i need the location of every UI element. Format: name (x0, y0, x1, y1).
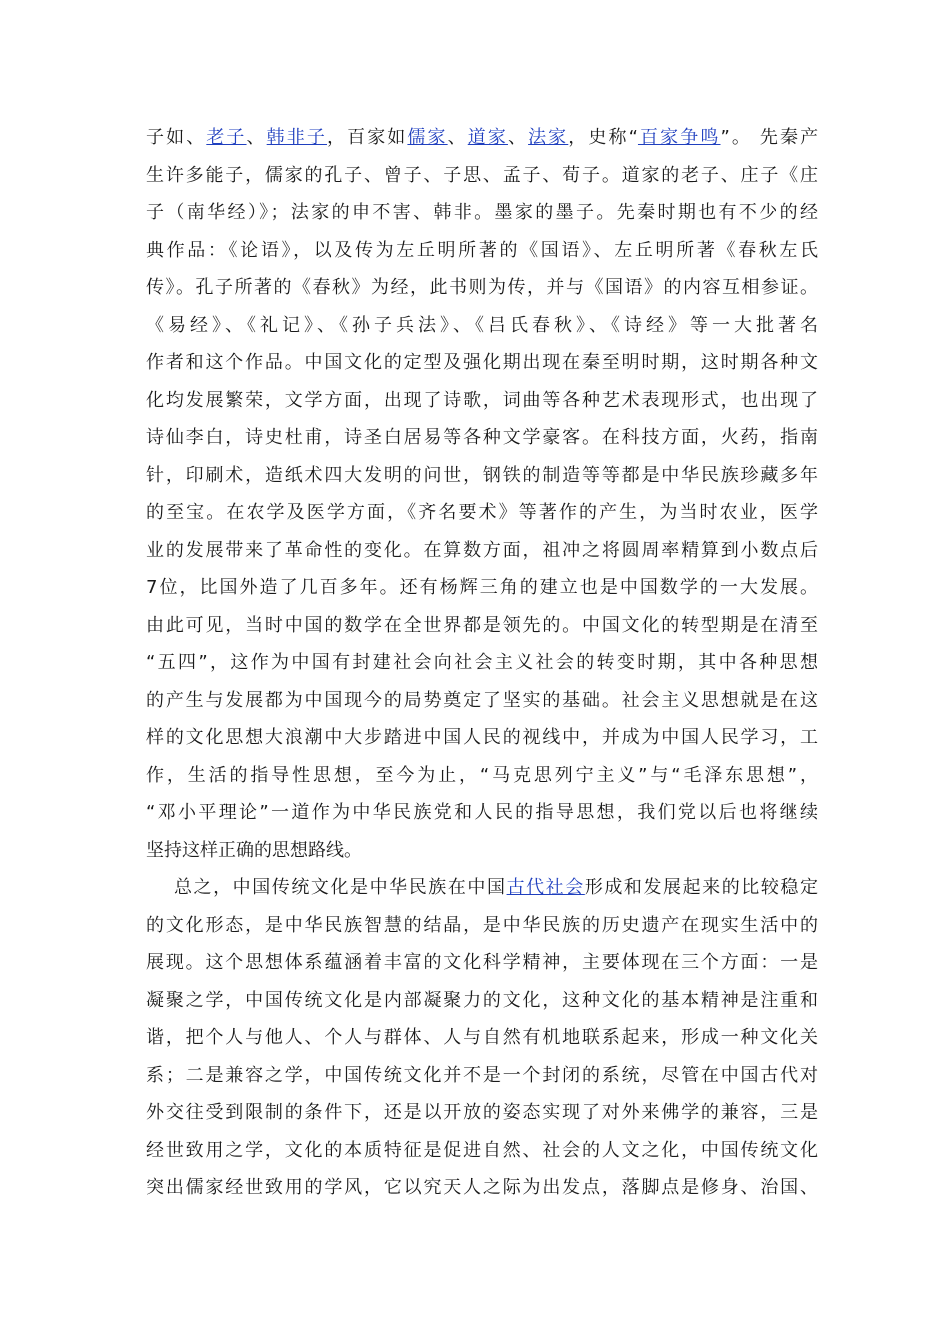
paragraph-2-line: 谐，把个人与他人、个人与群体、人与自然有机地联系起来，形成一种文化关 (146, 1027, 818, 1048)
paragraph-1-line: 的至宝。在农学及医学方面，《齐名要术》等著作的产生，为当时农业，医学 (146, 502, 818, 523)
text-segment: 形成和发展起来的比较稳定 (584, 877, 818, 898)
paragraph-1-line: 子（南华经）》；法家的申不害、韩非。墨家的墨子。先秦时期也有不少的经 (146, 202, 818, 223)
paragraph-2-line: 凝聚之学，中国传统文化是内部凝聚力的文化，这种文化的基本精神是注重和 (146, 989, 818, 1011)
text-segment: 、 (447, 127, 468, 148)
text-segment: 子如、 (146, 127, 207, 148)
paragraph-1-line: 作者和这个作品。中国文化的定型及强化期出现在秦至明时期，这时期各种文 (146, 352, 818, 373)
document-page (146, 119, 818, 1207)
paragraph-1-line: 作，生活的指导性思想，至今为止，“马克思列宁主义”与“毛泽东思想”， (146, 764, 818, 786)
link-gudai-shehui[interactable]: 古代社会 (506, 877, 585, 898)
paragraph-2-line: 经世致用之学，文化的本质特征是促进自然、社会的人文之化，中国传统文化 (146, 1139, 818, 1161)
paragraph-1-line: 样的文化思想大浪潮中大步踏进中国人民的视线中，并成为中国人民学习，工 (146, 727, 818, 748)
paragraph-1-last-line: 坚持这样正确的思想路线。 (146, 839, 362, 861)
paragraph-1-line: 业的发展带来了革命性的变化。在算数方面，祖冲之将圆周率精算到小数点后 (146, 539, 818, 561)
paragraph-1-line: 生许多能子，儒家的孔子、曾子、子思、孟子、荀子。道家的老子、庄子《庄 (146, 164, 818, 186)
paragraph-1-line: 典作品：《论语》，以及传为左丘明所著的《国语》、左丘明所著《春秋左氏 (146, 239, 818, 261)
paragraph-1-line: 的产生与发展都为中国现今的局势奠定了坚实的基础。社会主义思想就是在这 (146, 689, 818, 711)
paragraph-1-line: “五四”，这作为中国有封建社会向社会主义社会的转变时期，其中各种思想 (146, 652, 818, 673)
paragraph-1-line: 诗仙李白，诗史杜甫，诗圣白居易等各种文学豪客。在科技方面，火药，指南 (146, 427, 818, 448)
paragraph-2-line: 展现。这个思想体系蕴涵着丰富的文化科学精神，主要体现在三个方面：一是 (146, 952, 818, 973)
link-laozi[interactable]: 老子 (206, 127, 247, 148)
paragraph-1-line: 化均发展繁荣，文学方面，出现了诗歌，词曲等各种艺术表现形式，也出现了 (146, 389, 818, 411)
paragraph-2-line: 系；二是兼容之学，中国传统文化并不是一个封闭的系统，尽管在中国古代对 (146, 1064, 818, 1086)
paragraph-1-line: 7位，比国外造了几百多年。还有杨辉三角的建立也是中国数学的一大发展。 (146, 577, 818, 598)
text-segment: ，百家如 (326, 127, 408, 148)
paragraph-1-line: 由此可见，当时中国的数学在全世界都是领先的。中国文化的转型期是在清至 (146, 614, 818, 636)
paragraph-2-line: 的文化形态，是中华民族智慧的结晶，是中华民族的历史遗产在现实生活中的 (146, 914, 818, 936)
paragraph-1-line: 针，印刷术，造纸术四大发明的问世，钢铁的制造等等都是中华民族珍藏多年 (146, 464, 818, 486)
text-segment: ，史称“ (568, 127, 638, 148)
link-fajia[interactable]: 法家 (528, 127, 569, 148)
text-segment: 、 (246, 127, 267, 148)
text-segment: ”。 先秦产 (720, 127, 819, 148)
link-daojia[interactable]: 道家 (467, 127, 508, 148)
paragraph-1-line: 《易经》、《礼记》、《孙子兵法》、《吕氏春秋》、《诗经》等一大批著名 (146, 314, 818, 336)
paragraph-2-line-1 (146, 869, 818, 907)
link-baijia-zhengming[interactable]: 百家争鸣 (637, 127, 721, 148)
paragraph-1-line: “邓小平理论”一道作为中华民族党和人民的指导思想，我们党以后也将继续 (146, 802, 818, 823)
text-segment: 、 (507, 127, 529, 148)
paragraph-1-line: 传》。孔子所著的《春秋》为经，此书则为传，并与《国语》的内容互相参证。 (146, 277, 818, 298)
paragraph-1-line-1 (146, 119, 818, 157)
link-rujia[interactable]: 儒家 (407, 127, 448, 148)
link-hanfeizi[interactable]: 韩非子 (266, 127, 327, 148)
paragraph-2-line: 突出儒家经世致用的学风，它以究天人之际为出发点，落脚点是修身、治国、 (146, 1177, 818, 1198)
paragraph-2-line: 外交往受到限制的条件下，还是以开放的姿态实现了对外来佛学的兼容，三是 (146, 1102, 818, 1123)
text-segment: 总之，中国传统文化是中华民族在中国 (174, 877, 507, 898)
